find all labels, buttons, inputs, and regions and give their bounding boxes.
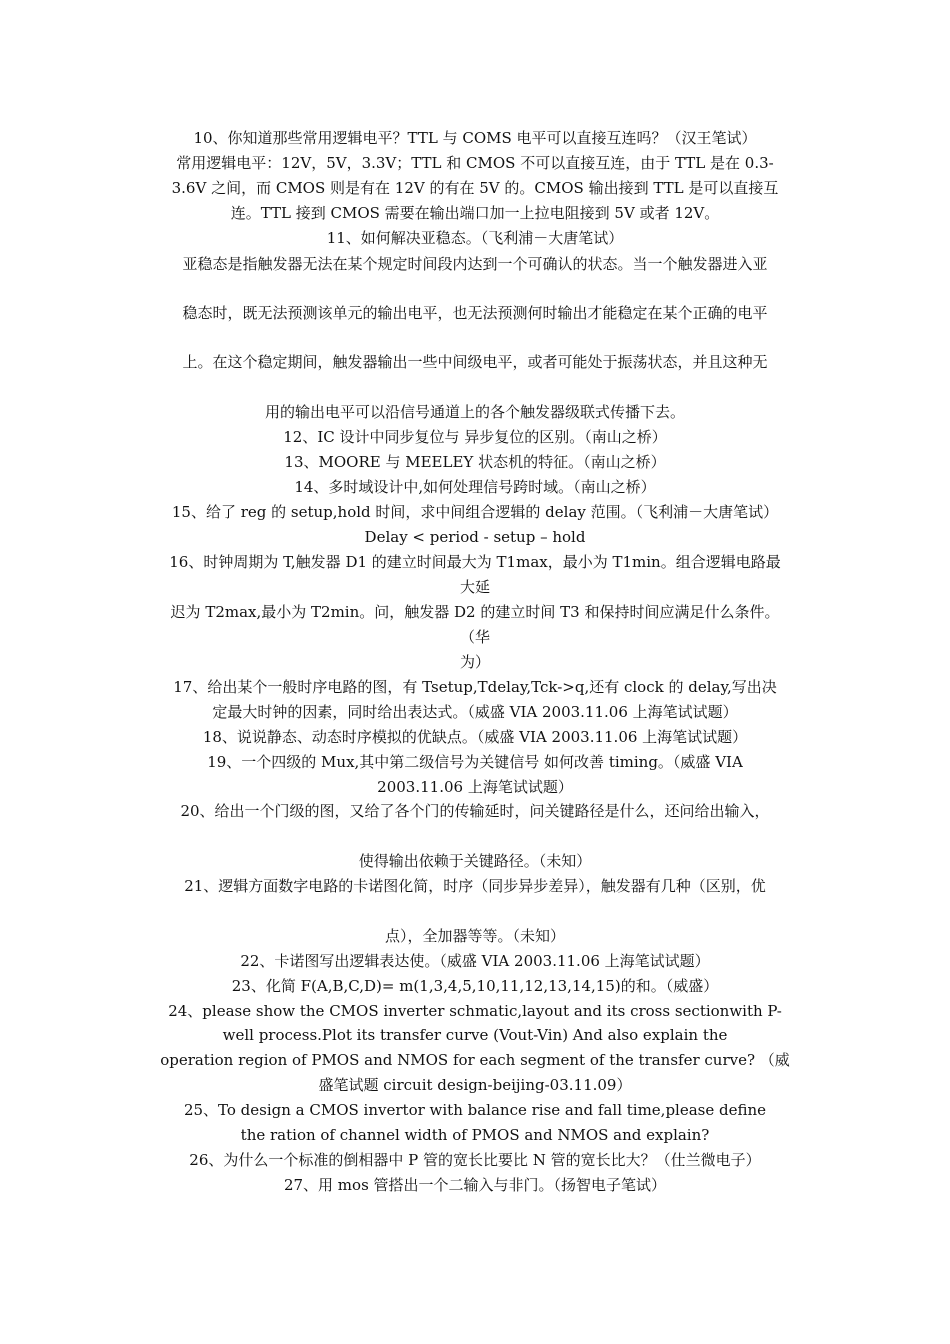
- text-line-q25-2: the ration of channel width of PMOS and NMOS and explain?: [240, 1126, 710, 1144]
- text-line-a15: Delay < period - setup – hold: [364, 528, 586, 546]
- text-line-a11-3: 上。在这个稳定期间，触发器输出一些中间级电平，或者可能处于振荡状态，并且这种无: [182, 353, 768, 371]
- text-line-q15: 15、给了 reg 的 setup,hold 时间，求中间组合逻辑的 delay 范围。（飞利浦－大唐笔试）: [171, 503, 779, 521]
- text-line-a10-1: 常用逻辑电平：12V，5V，3.3V；TTL 和 CMOS 不可以直接互连，由于 TTL 是在 0.3-: [176, 154, 774, 172]
- text-line-q16-5: 为）: [459, 653, 490, 671]
- text-line-q17-2: 定最大时钟的因素，同时给出表达式。（威盛 VIA 2003.11.06 上海笔试试题）: [212, 703, 738, 721]
- text-line-q12: 12、IC 设计中同步复位与 异步复位的区别。（南山之桥）: [283, 428, 667, 446]
- text-line-q11: 11、如何解决亚稳态。（飞利浦－大唐笔试）: [326, 229, 624, 247]
- text-line-q16-2: 大延: [459, 578, 490, 596]
- text-line-q16-1: 16、时钟周期为 T,触发器 D1 的建立时间最大为 T1max，最小为 T1min。组合逻辑电路最: [169, 553, 781, 571]
- text-line-q16-3: 迟为 T2max,最小为 T2min。问，触发器 D2 的建立时间 T3 和保持时间应满足什么条件。: [170, 603, 780, 621]
- text-line-q26: 26、为什么一个标准的倒相器中 P 管的宽长比要比 N 管的宽长比大？（仕兰微电子）: [189, 1151, 761, 1169]
- text-line-q21-2: 点），全加器等等。（未知）: [384, 927, 565, 945]
- text-line-a11-2: 稳态时，既无法预测该单元的输出电平，也无法预测何时输出才能稳定在某个正确的电平: [182, 304, 768, 322]
- text-line-q24-4: 盛笔试题 circuit design-beijing-03.11.09）: [318, 1076, 632, 1094]
- text-line-q16-4: （华: [459, 628, 490, 646]
- text-line-q13: 13、MOORE 与 MEELEY 状态机的特征。（南山之桥）: [284, 453, 666, 471]
- text-line-q21-1: 21、逻辑方面数字电路的卡诺图化简，时序（同步异步差异），触发器有几种（区别，优: [184, 877, 766, 895]
- text-line-a10-3: 连。TTL 接到 CMOS 需要在输出端口加一上拉电阻接到 5V 或者 12V。: [230, 204, 720, 222]
- text-line-q19-1: 19、一个四级的 Mux,其中第二级信号为关键信号 如何改善 timing。（威盛 VIA: [207, 753, 743, 771]
- text-line-q10: 10、你知道那些常用逻辑电平？TTL 与 COMS 电平可以直接互连吗？（汉王笔试）: [193, 129, 757, 147]
- text-line-q25-1: 25、To design a CMOS invertor with balance rise and fall time,please define: [183, 1101, 767, 1119]
- text-line-a11-4: 用的输出电平可以沿信号通道上的各个触发器级联式传播下去。: [264, 403, 685, 421]
- text-line-q27: 27、用 mos 管搭出一个二输入与非门。（扬智电子笔试）: [283, 1176, 667, 1194]
- text-line-q24-1: 24、please show the CMOS inverter schmatic,layout and its cross sectionwith P-: [168, 1002, 782, 1020]
- text-line-q14: 14、多时域设计中,如何处理信号跨时域。（南山之桥）: [294, 478, 656, 496]
- text-line-q20-1: 20、给出一个门级的图，又给了各个门的传输延时，问关键路径是什么，还问给出输入，: [180, 802, 770, 820]
- text-line-q20-2: 使得输出依赖于关键路径。（未知）: [358, 852, 592, 870]
- text-line-a10-2: 3.6V 之间，而 CMOS 则是有在 12V 的有在 5V 的。CMOS 输出接到 TTL 是可以直接互: [171, 179, 779, 197]
- text-line-q24-3: operation region of PMOS and NMOS for each segment of the transfer curve? （威: [160, 1051, 790, 1069]
- text-line-q18: 18、说说静态、动态时序模拟的优缺点。（威盛 VIA 2003.11.06 上海笔试试题）: [202, 728, 748, 746]
- text-line-q19-2: 2003.11.06 上海笔试试题）: [377, 778, 573, 796]
- text-line-q17-1: 17、给出某个一般时序电路的图，有 Tsetup,Tdelay,Tck->q,还有 clock 的 delay,写出决: [173, 678, 777, 696]
- text-line-a11-1: 亚稳态是指触发器无法在某个规定时间段内达到一个可确认的状态。当一个触发器进入亚: [182, 255, 768, 273]
- text-line-q22: 22、卡诺图写出逻辑表达使。（威盛 VIA 2003.11.06 上海笔试试题）: [240, 952, 710, 970]
- text-line-q24-2: well process.Plot its transfer curve (Vout-Vin) And also explain the: [222, 1026, 728, 1044]
- text-line-q23: 23、化简 F(A,B,C,D)= m(1,3,4,5,10,11,12,13,14,15)的和。（威盛）: [231, 977, 719, 995]
